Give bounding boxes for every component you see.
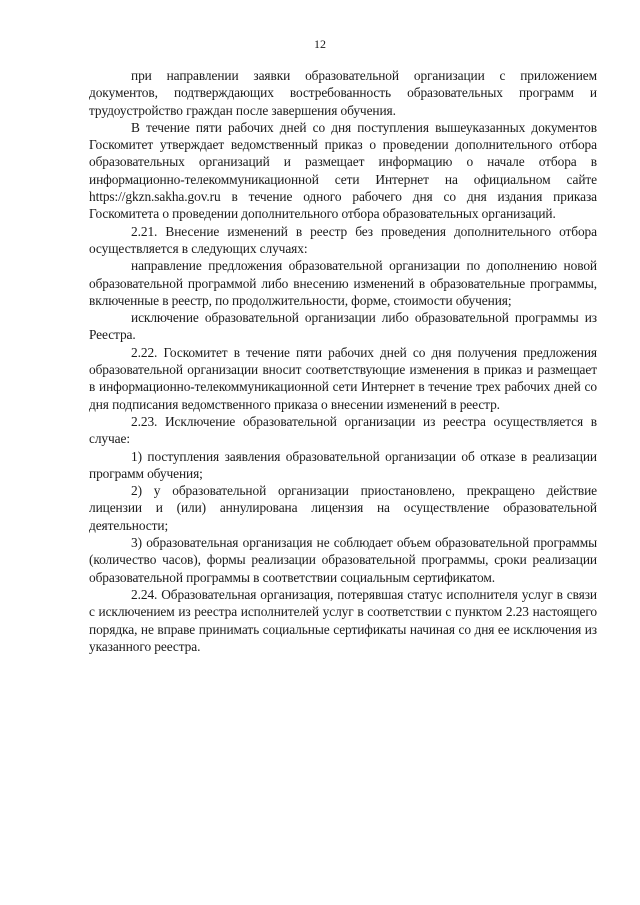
page-number: 12 (314, 37, 326, 51)
paragraph: 2.23. Исключение образовательной организации из реестра осуществляется в случае: (89, 413, 597, 447)
paragraph: направление предложения образовательной организации по дополнению новой образовательной программой либо внесению изменений в образовательные программы, включенные в реестр, по продолжительности, форме, стоимости обучения; (89, 258, 597, 308)
paragraph: 2.21. Внесение изменений в реестр без проведения дополнительного отбора осуществляется в следующих случаях: (89, 223, 597, 256)
paragraph: В течение пяти рабочих дней со дня поступления вышеуказанных документов Госкомитет утверждает ведомственный приказ о проведении дополнительного отбора образовательных организаций и размещает информацию о начале отбора в информационно-телекоммуникационной сети Интернет на официальном сайте https://gkzn.sakha.gov.ru в течение одного рабочего дня со дня издания приказа Госкомитета о проведении дополнительного отбора образовательных организаций. (89, 119, 597, 222)
paragraph: 2) у образовательной организации приостановлено, прекращено действие лицензии и (или) аннулирована лицензия на осуществление образовательной деятельности; (89, 483, 597, 533)
document-body (89, 67, 597, 655)
paragraph: 1) поступления заявления образовательной организации об отказе в реализации программ обучения; (89, 448, 597, 481)
paragraph: 3) образовательная организация не соблюдает объем образовательной программы (количество часов), формы реализации образовательной программы, сроки реализации образовательной программы в соответствии социальным сертификатом. (89, 535, 597, 585)
paragraph: исключение образовательной организации либо образовательной программы из Реестра. (89, 310, 597, 343)
paragraph: 2.24. Образовательная организация, потерявшая статус исполнителя услуг в связи с исключением из реестра исполнителей услуг в соответствии с пунктом 2.23 настоящего порядка, не вправе принимать социальные сертификаты начиная со дня ее исключения из указанного реестра. (89, 586, 597, 654)
paragraph: 2.22. Госкомитет в течение пяти рабочих дней со дня получения предложения образовательной организации вносит соответствующие изменения в приказ и размещает в информационно-телекоммуникационной сети Интернет в течение трех рабочих дней со дня подписания ведомственного приказа о внесении изменений в реестр. (89, 344, 597, 412)
paragraph: при направлении заявки образовательной организации с приложением документов, подтверждающих востребованность образовательных программ и трудоустройство граждан после завершения обучения. (89, 68, 597, 118)
